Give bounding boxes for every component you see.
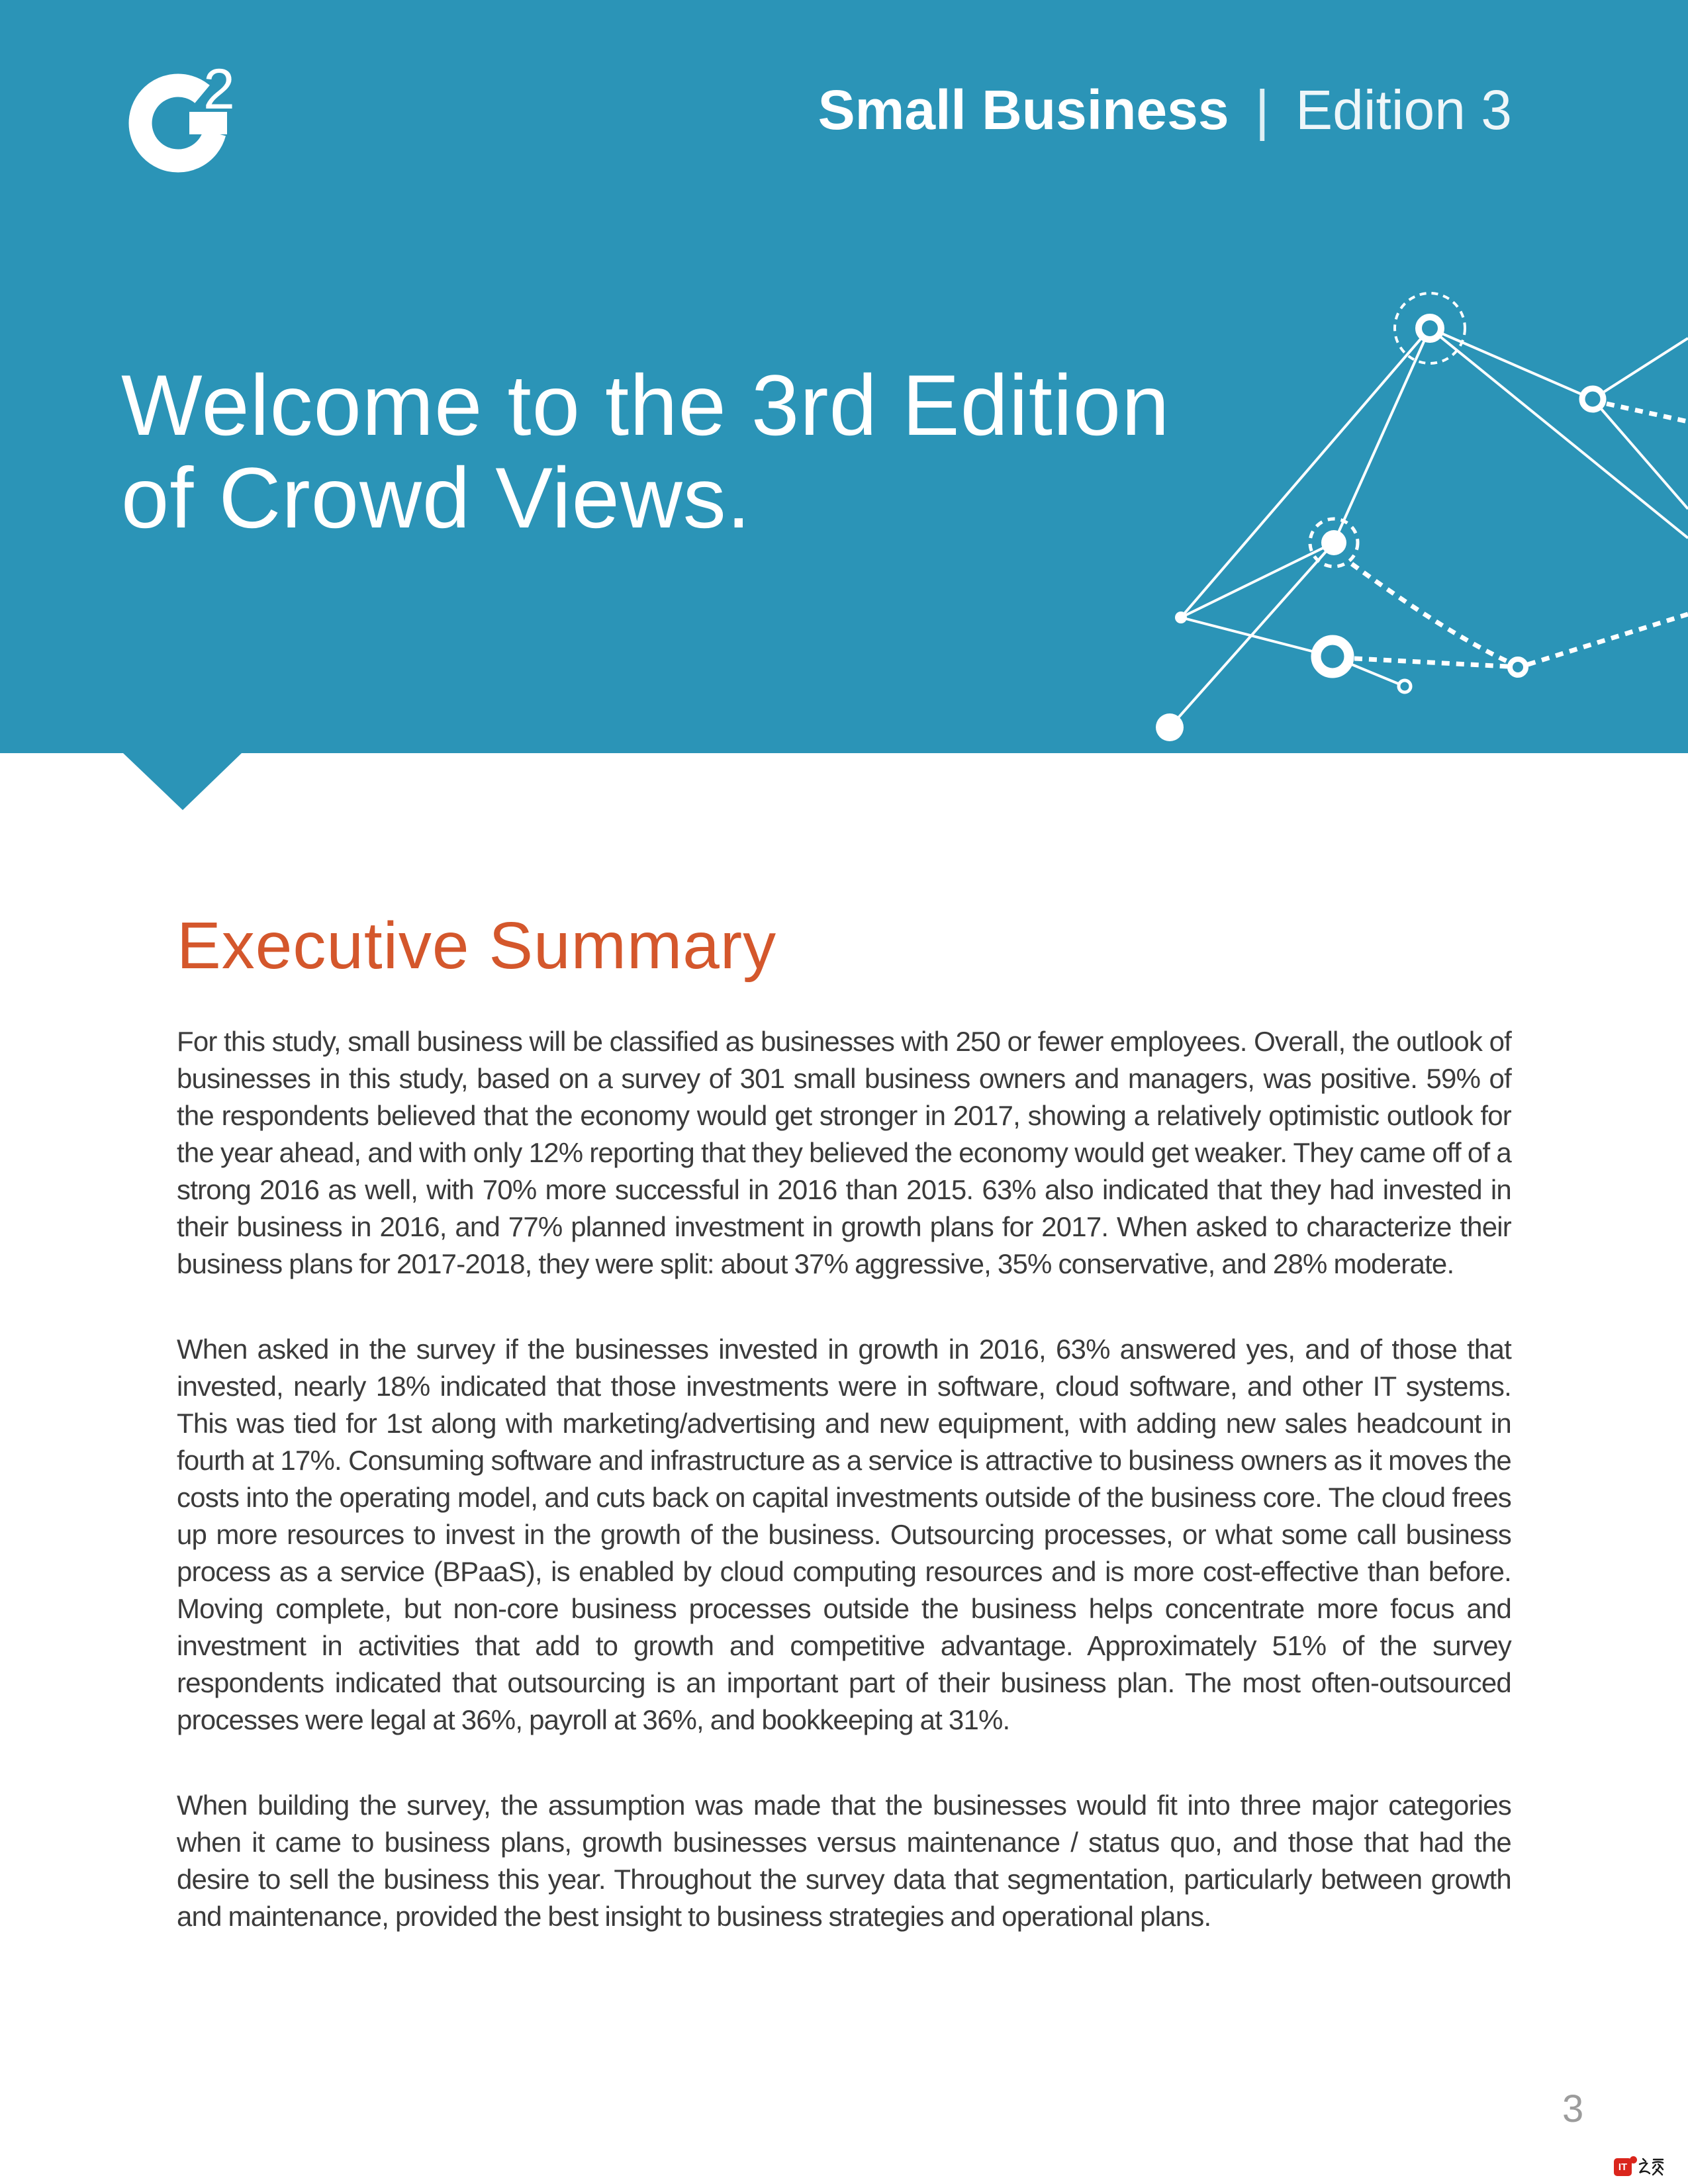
banner [0,0,1688,753]
network-graphic [1125,251,1688,753]
network-node [1175,612,1187,623]
network-node [1510,659,1526,675]
g2-logo-icon [128,53,254,175]
network-node [1582,388,1603,410]
banner-title-line2: of Crowd Views. [121,449,751,546]
network-node [1399,680,1411,692]
g2-logo-superscript: 2 [203,58,235,121]
network-node [1419,317,1441,340]
title-separator: | [1254,79,1270,141]
network-nodes [1156,293,1603,741]
edition-title [818,79,1512,141]
ithome-watermark [1614,2156,1665,2177]
network-node [1156,713,1184,741]
network-solid-edges [1170,328,1688,727]
network-node [1316,640,1349,673]
network-dashed-edges [1352,404,1688,666]
body-paragraph: When asked in the survey if the businesses invested in growth in 2016, 63% answered yes, and of those that invested, nearly 18% indicated that those investments were in software, cloud software, and other IT systems. This was tied for 1st along with marketing/advertising and new equipment, with adding new sales headcount in fourth at 17%. Consuming software and infrastructure as a service is attractive to business owners as it moves the costs into the operating model, and cuts back on capital investments outside of the business core. The cloud frees up more resources to invest in the growth of the business. Outsourcing processes, or what some call business process as a service (BPaaS), is enabled by cloud computing resources and is more cost-effective than before. Moving complete, but non-core business processes outside the business helps concentrate more focus and investment in activities that add to growth and competitive advantage. Approximately 51% of the survey respondents indicated that outsourcing is an important part of their business plan. The most often-outsourced processes were legal at 36%, payroll at 36%, and bookkeeping at 31%. [177,1334,1511,1735]
banner-pointer [123,753,242,810]
ithome-cjk-characters [1638,2158,1665,2176]
ithome-logo-icon: IT [1614,2158,1632,2176]
ithome-dot-icon [1630,2156,1637,2163]
product-name: Small Business [818,79,1229,141]
banner-title [121,359,1170,544]
main-content [177,909,1511,1983]
section-heading: Executive Summary [177,909,777,983]
network-node [1321,530,1346,555]
body-paragraph: For this study, small business will be classified as businesses with 250 or fewer employees. Overall, the outlook of businesses in this study, based on a survey of 301 small business owners and managers, was positive. 59% of the respondents believed that the economy would get stronger in 2017, showing a relatively optimistic outlook for the year ahead, and with only 12% reporting that they believed the economy would get weaker. They came off of a strong 2016 as well, with 70% more successful in 2016 than 2015. 63% also indicated that they had invested in their business in 2016, and 77% planned investment in growth plans for 2017. When asked to characterize their business plans for 2017-2018, they were split: about 37% aggressive, 35% conservative, and 28% moderate. [177,1026,1511,1279]
banner-title-line1: Welcome to the 3rd Edition [121,357,1170,453]
page-number: 3 [1562,2087,1584,2130]
body-paragraph: When building the survey, the assumption was made that the businesses would fit into three major categories when it came to business plans, growth businesses versus maintenance / status quo, and those that had the desire to sell the business this year. Throughout the survey data that segmentation, particularly between growth and maintenance, provided the best insight to business strategies and operational plans. [177,1790,1511,1932]
edition-label: Edition 3 [1295,79,1512,141]
